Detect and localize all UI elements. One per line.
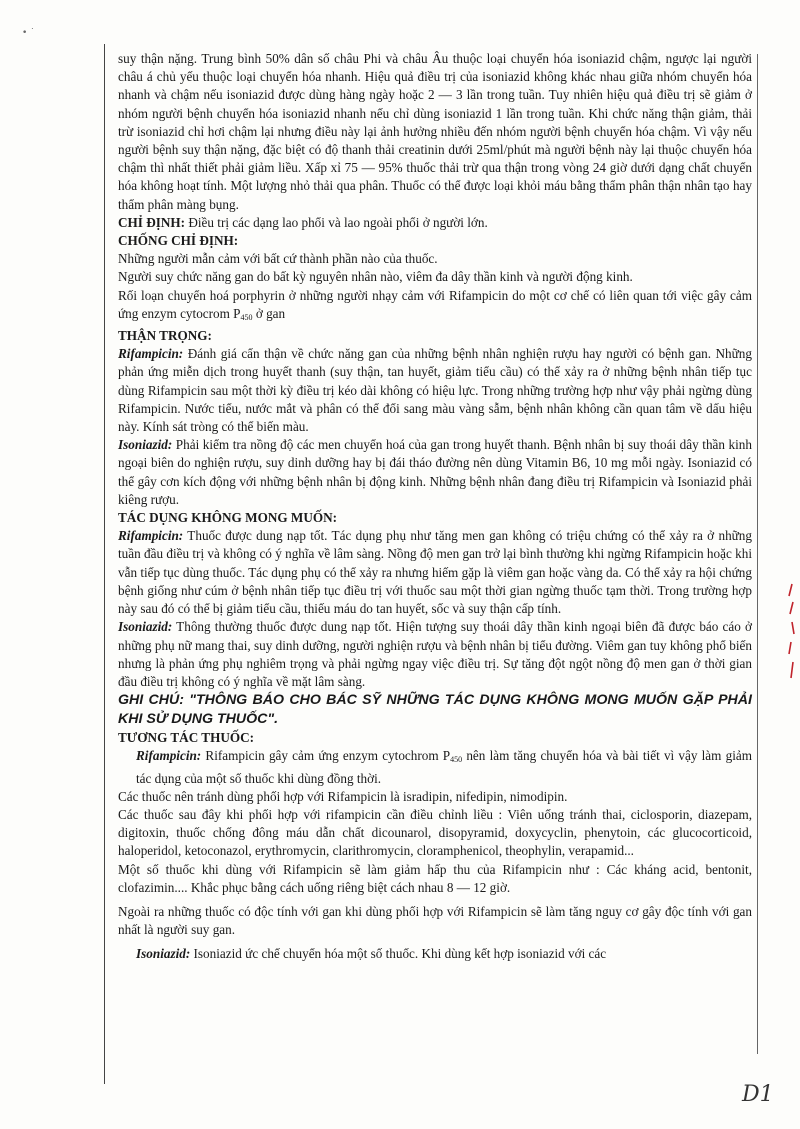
interactions-absorption: Một số thuốc khi dùng với Rifampicin sẽ làm giảm hấp thu của Rifampicin như : Các kháng acid, bentonit, clofazimin.... Khắc phục bằng cách uống riêng biệt cách nhau 8 — 12 giờ. bbox=[118, 861, 752, 895]
doctor-notice: GHI CHÚ: "THÔNG BÁO CHO BÁC SỸ NHỮNG TÁC DỤNG KHÔNG MONG MUỐN GẶP PHẢI KHI SỬ DỤNG THUỐC". bbox=[118, 692, 752, 728]
renal-paragraph: suy thận nặng. Trung bình 50% dân số châu Phi và châu Âu thuộc loại chuyển hóa isoniazid chậm, ngược lại người châu á chủ yếu thuộc loại chuyển hóa nhanh. Hiệu quả điều trị của isoniazid không khác nhau giữa nhóm chuyển hóa nhanh và chậm nếu isoniazid được dùng hàng ngày hoặc 2 — 3 lần trong tuần. Tuy nhiên hiệu quả điều trị sẽ giảm ở nhóm người bệnh chuyển hóa isoniazid nhanh nếu chỉ dùng isoniazid 1 lần trong tuần. Khi chức năng thận giảm, thải trừ isoniazid chỉ hơi chậm lại nhưng điều này lại ảnh hưởng nhiều đến nhóm người bệnh chuyển hóa chậm. Vì vậy nếu người bệnh suy thận nặng, đặc biệt có độ thanh thải creatinin dưới 25ml/phút mà người bệnh này lại thuộc chuyển hóa chậm thì nhất thiết phải giảm liều. Xấp xỉ 75 — 95% thuốc thải trừ qua thận trong vòng 24 giờ dưới dạng chất chuyển hóa không hoạt tính. Một lượng nhỏ thải qua phân. Thuốc có thể được loại khỏi máu bằng thẩm phân thận nhân tạo hay thẩm phân màng bụng. bbox=[118, 51, 752, 212]
indications-text: Điều trị các dạng lao phổi và lao ngoài phổi ở người lớn. bbox=[185, 214, 488, 230]
contraindication-3-end: ở gan bbox=[252, 305, 286, 321]
isoniazid-label: Isoniazid: bbox=[118, 437, 173, 453]
scan-speck: • ˙ bbox=[22, 28, 35, 38]
indications-section bbox=[118, 214, 752, 232]
document-body bbox=[118, 50, 752, 964]
rifampicin-label: Rifampicin: bbox=[136, 748, 202, 764]
interactions-dose-adjust: Các thuốc sau đây khi phối hợp với rifampicin cần điều chỉnh liều : Viên uống tránh thai, ciclosporin, diazepam, digitoxin, thuốc chống đông máu dẫn chất dicounarol, disopyramid, doxycyclin, phenytoin, các glucocorticoid, haloperidol, ketoconazol, erythromycin, clarithromycin, cloramphenicol, theophylin, verapamid... bbox=[118, 806, 752, 859]
contraindication-3 bbox=[118, 287, 752, 327]
precautions-rifampicin-text: Đánh giá cẩn thận về chức năng gan của những bệnh nhân nghiện rượu hay người có bệnh gan. Những phản ứng miễn dịch trong huyết thanh (suy thận, tan huyết, giảm tiểu cầu) có thể xảy ra ở những bệnh nhân tiếp tục dùng Rifampicin sau một thời kỳ điều trị kéo dài không có hiệu lực. Trong những trường hợp như vậy phải ngừng dùng Rifampicin. Nước tiểu, nước mắt và phân có thể đổi sang màu vàng sẫm, bệnh nhân không cần quan tâm về dấu hiệu này. Kính sát tròng có thể biến màu. bbox=[118, 346, 752, 435]
contraindication-3-text: Rối loạn chuyển hoá porphyrin ở những người nhạy cảm với Rifampicin do một cơ chế có liên quan tới việc gây cảm ứng enzym cytocrom P bbox=[118, 287, 752, 321]
page-border-right bbox=[757, 54, 758, 1054]
interactions-rifampicin-text: Rifampicin gây cảm ứng enzym cytochrom P bbox=[201, 748, 451, 764]
interactions-rifampicin-text-end: nên làm tăng chuyển hóa và bài tiết vì vậy làm giảm tác dụng của một số thuốc khi dùng đồng thời. bbox=[136, 748, 752, 786]
adverse-effects-heading: TÁC DỤNG KHÔNG MONG MUỐN: bbox=[118, 510, 338, 526]
interactions-isoniazid bbox=[118, 945, 752, 963]
contraindication-1: Những người mẫn cảm với bất cứ thành phần nào của thuốc. bbox=[118, 251, 438, 267]
precautions-isoniazid bbox=[118, 436, 752, 509]
adverse-rifampicin-text: Thuốc được dung nạp tốt. Tác dụng phụ như tăng men gan không có triệu chứng có thể xảy ra ở những tuần đầu điều trị và không có ý nghĩa về lâm sàng. Nồng độ men gan trở lại bình thường khi ngừng Rifampicin hoặc khi vẫn tiếp tục dùng thuốc. Tác dụng phụ có thể xảy ra nhưng hiếm gặp là viêm gan hoặc vàng da. Có thể xảy ra hội chứng bệnh giống như cúm ở bệnh nhân tiếp tục điều trị với thuốc sau một thời gian ngừng thuốc tạm thời. Trong trường hợp này sau đó có thể bị giảm tiểu cầu, thiếu máu do tan huyết, sốc và suy thận cấp tính. bbox=[118, 528, 752, 617]
adverse-isoniazid-text: Thông thường thuốc được dung nạp tốt. Hiện tượng suy thoái dây thần kinh ngoại biên đã được báo cáo ở những phụ nữ mang thai, suy dinh dưỡng, người nghiện rượu và bệnh nhân bị tiểu đường. Viêm gan tuy không phổ biến nhưng là phản ứng phụ nghiêm trọng và phải ngừng ngay việc điều trị. Sự tăng đột ngột nồng độ men gan ở thời gian đầu điều trị không có ý nghĩa về mặt lâm sàng. bbox=[118, 619, 752, 689]
document-page bbox=[104, 44, 760, 1084]
contraindications-heading: CHỐNG CHỈ ĐỊNH: bbox=[118, 233, 239, 249]
precautions-rifampicin bbox=[118, 345, 752, 436]
interactions-heading: TƯƠNG TÁC THUỐC: bbox=[118, 730, 255, 746]
interactions-isoniazid-text: Isoniazid ức chế chuyển hóa một số thuốc. Khi dùng kết hợp isoniazid với các bbox=[190, 946, 607, 962]
handwritten-page-mark: D1 bbox=[742, 1082, 774, 1107]
isoniazid-label: Isoniazid: bbox=[118, 619, 173, 635]
indications-heading: CHỈ ĐỊNH: bbox=[118, 214, 186, 230]
isoniazid-label: Isoniazid: bbox=[136, 946, 191, 962]
interactions-hepatotoxic: Ngoài ra những thuốc có độc tính với gan khi dùng phối hợp với Rifampicin sẽ làm tăng nguy cơ gây độc tính với gan nhất là người suy gan. bbox=[118, 903, 752, 938]
contraindication-2: Người suy chức năng gan do bất kỳ nguyên nhân nào, viêm đa dây thần kinh và người động kinh. bbox=[118, 269, 633, 285]
red-margin-mark bbox=[786, 582, 796, 682]
adverse-rifampicin bbox=[118, 527, 752, 618]
rifampicin-label: Rifampicin: bbox=[118, 528, 184, 544]
rifampicin-label: Rifampicin: bbox=[118, 346, 184, 362]
interactions-avoid: Các thuốc nên tránh dùng phối hợp với Rifampicin là isradipin, nifedipin, nimodipin. bbox=[118, 788, 568, 804]
precautions-isoniazid-text: Phải kiểm tra nồng độ các men chuyển hoá của gan trong huyết thanh. Bệnh nhân bị suy thoái dây thần kinh ngoại biên do nghiện rượu, suy dinh dưỡng hay bị đái tháo đường nên dùng Vitamin B6, 10 mg mỗi ngày. Isoniazid có thể gây cơn kích động với những bệnh nhân bị động kinh. Những bệnh nhân đang điều trị Rifampicin và Isoniazid phải kiêng rượu. bbox=[118, 437, 752, 507]
page-border-left bbox=[104, 44, 105, 1084]
precautions-heading: THẬN TRỌNG: bbox=[118, 328, 212, 344]
subscript-450: 450 bbox=[240, 312, 253, 322]
adverse-isoniazid bbox=[118, 618, 752, 691]
interactions-rifampicin bbox=[118, 747, 752, 787]
subscript-450: 450 bbox=[450, 755, 463, 765]
